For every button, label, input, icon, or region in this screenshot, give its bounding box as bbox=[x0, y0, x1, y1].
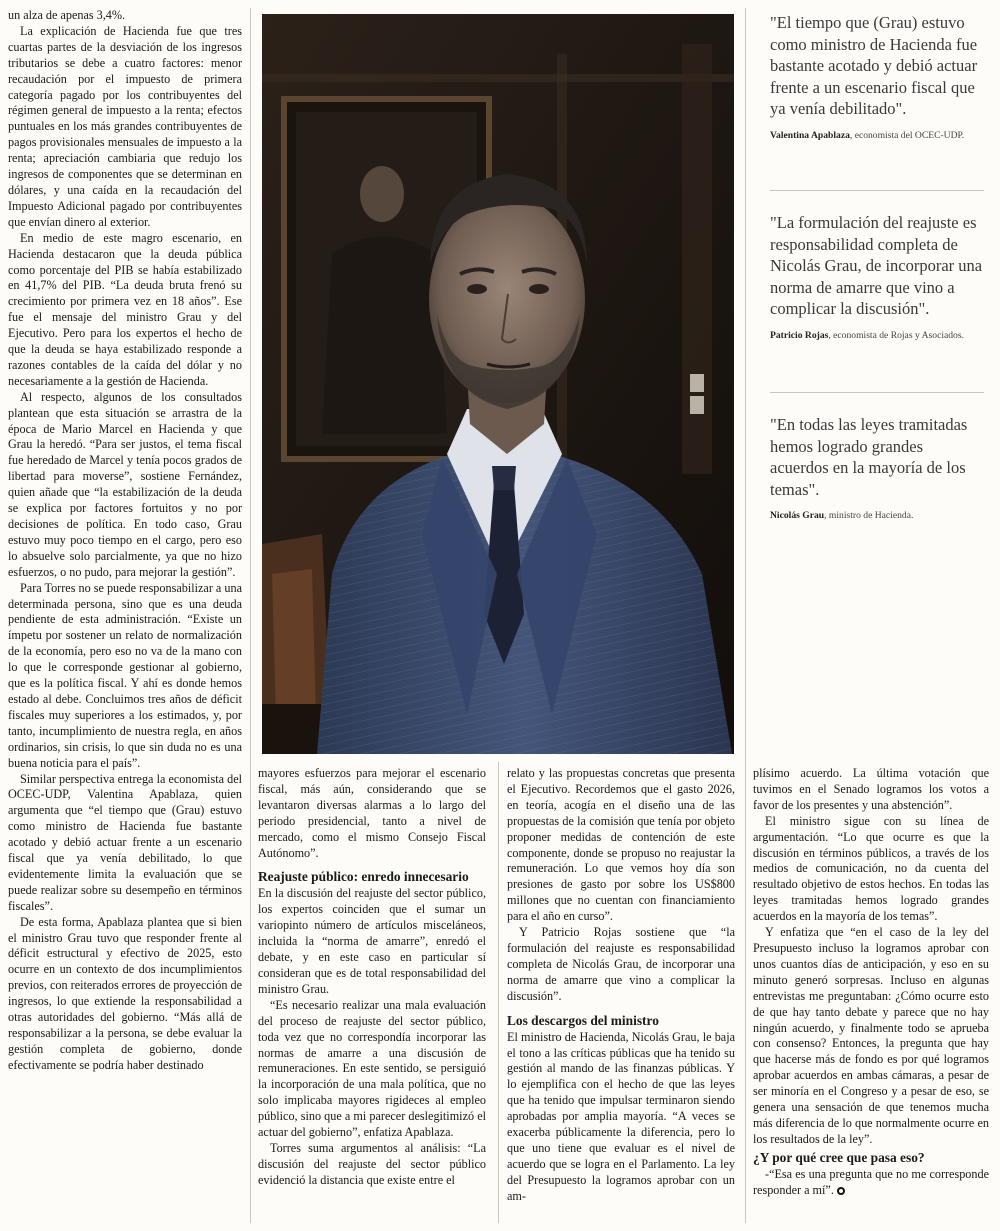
pull-quote bbox=[770, 212, 984, 341]
column-rule bbox=[498, 762, 499, 1223]
pull-quote-role: , economista de Rojas y Asociados. bbox=[828, 329, 964, 341]
minister-portrait-photo bbox=[262, 14, 734, 754]
pull-quote-name: Nicolás Grau bbox=[770, 510, 825, 521]
pull-quote bbox=[770, 12, 984, 141]
paragraph: “Es necesario realizar una mala evaluación del proceso de reajuste del sector público, toda vez que no correspondía incorporar las normas de amarre a una discusión de remuneraciones. En este sentido, se persiguió la incorporación de una mala política, que no solo implicaba mayores rigideces al empleo público, sino que a mi parecer deslegitimizó el actuar del gobierno”, enfatiza Apablaza. bbox=[258, 997, 486, 1140]
pull-quote-attribution bbox=[770, 510, 984, 522]
interview-question: ¿Y por qué cree que pasa eso? bbox=[753, 1149, 925, 1165]
section-heading: Reajuste público: enredo innecesario bbox=[258, 869, 469, 885]
section-heading: Los descargos del ministro bbox=[507, 1012, 659, 1028]
paragraph: Torres suma argumentos al análisis: “La discusión del reajuste del sector público evidenció la distancia que existe entre el bbox=[258, 1140, 486, 1187]
pull-quote-text: "La formulación del reajuste es responsabilidad completa de Nicolás Grau, de incorporar una norma de amarre que vino a complicar la discusión". bbox=[770, 213, 983, 318]
article-column-2 bbox=[258, 766, 486, 1189]
paragraph: El ministro sigue con su línea de argumentación. “Lo que ocurre es que la discusión en términos públicos, a través de los medios de comunicación, no da cuenta del resultado objetivo de estos hechos. En todas las leyes tramitadas hemos logrado grandes acuerdos en la mayoría de los temas”. bbox=[753, 813, 989, 924]
article-column-4 bbox=[753, 766, 989, 1199]
article-column-3 bbox=[507, 766, 735, 1205]
pull-quote-attribution bbox=[770, 330, 984, 342]
paragraph: De esta forma, Apablaza plantea que si bien el ministro Grau tuvo que responder frente al déficit estructural y efectivo de 2025, esto ocurre en un contexto de dos incumplimientos previos, con reiterados errores de proyección de ingresos, lo que extiende la responsabilidad a otras autoridades del gobierno. “Más allá de responsabilizar a la persona, se debe evaluar la gestión completa de gobierno, donde efectivamente se podría haber destinado bbox=[8, 914, 242, 1072]
paragraph: Y Patricio Rojas sostiene que “la formulación del reajuste es responsabilidad completa de Nicolás Grau, de incorporar una norma de amarre que vino a complicar la discusión”. bbox=[507, 925, 735, 1003]
column-rule bbox=[250, 8, 251, 1223]
article-column-1 bbox=[8, 8, 242, 1074]
pull-quote-attribution bbox=[770, 130, 984, 142]
end-of-article-icon bbox=[837, 1187, 845, 1195]
pull-quote-role: , economista del OCEC-UDP. bbox=[849, 129, 965, 141]
quote-separator bbox=[770, 190, 984, 191]
paragraph: La explicación de Hacienda fue que tres cuartas partes de la desviación de los ingresos tributarios se debe a cuatro factores: menor recaudación por el impuesto de primera categoría pagado por los contribuyentes del régimen general de impuesto a la renta; efectos puntuales en los más grandes contribuyentes de pagos provisionales mensuales de impuesto a la renta; apreciación cambiaria que redujo los ingresos de componentes que se determinan en dólares, y una caída en la recaudación del Impuesto Adicional pagado por contribuyentes que envían dinero al exterior. bbox=[8, 23, 242, 229]
pull-quote-name: Valentina Apablaza bbox=[770, 129, 850, 141]
pull-quote-name: Patricio Rojas bbox=[770, 329, 829, 341]
paragraph: Similar perspectiva entrega la economista del OCEC-UDP, Valentina Apablaza, quien argumenta que “el tiempo que (Grau) estuvo como ministro de Hacienda fue bastante acotado y debió actuar frente a un escenario fiscal que ya venía debilitado, lo que evidentemente limita la evaluación que se puede realizar sobre su desempeño en términos fiscales”. bbox=[8, 771, 242, 913]
pull-quote-text: "En todas las leyes tramitadas hemos logrado grandes acuerdos en la mayoría de los temas". bbox=[770, 415, 968, 499]
paragraph: relato y las propuestas concretas que presenta el Ejecutivo. Recordemos que el gasto 2026, en teoría, acogía en el diseño una de las propuestas de la comisión que tenía por objeto proponer medidas de contención de este componente, donde se propuso no reajustar la remuneración. Lo que vemos hoy día son presiones de gasto por sobre los US$800 millones que no cuentan con financiamiento para el año en curso”. bbox=[507, 766, 735, 924]
paragraph: El ministro de Hacienda, Nicolás Grau, le baja el tono a las críticas públicas que ha tenido su gestión al mando de las finanzas públicas. Y lo ejemplifica con el hecho de que las leyes que ha tenido que impulsar terminaron siendo aprobadas por amplia mayoría. “A veces se exacerba públicamente la diferencia, pero lo que uno tiene que evaluar es el nivel de acuerdo que se logra en el Parlamento. La ley del Presupuesto la logramos aprobar con un am- bbox=[507, 1029, 735, 1203]
pull-quote bbox=[770, 414, 984, 522]
paragraph: En medio de este magro escenario, en Hacienda destacaron que la deuda pública como porcentaje del PIB se había estabilizado en 41,7% del PIB. “La deuda bruta frenó su crecimiento por primera vez en 18 años”. Ese fue el mensaje del ministro Grau y del Ejecutivo. Pero para los expertos el hecho de que la deuda se haya estabilizado responde a razones contables de la caída del dólar y no necesariamente a la gestión de Hacienda. bbox=[8, 230, 242, 388]
paragraph: plísimo acuerdo. La última votación que tuvimos en el Senado logramos los votos a favor de los presentes y una abstención”. bbox=[753, 766, 989, 812]
paragraph: mayores esfuerzos para mejorar el escenario fiscal, más aún, considerando que se levantaron diversas alarmas a lo largo del periodo presidencial, tanto a nivel de mercado, como el mismo Consejo Fiscal Autónomo”. bbox=[258, 766, 486, 860]
pull-quote-role: , ministro de Hacienda. bbox=[824, 510, 914, 521]
interview-answer-text: -“Esa es una pregunta que no me corresponde responder a mí”. bbox=[753, 1166, 989, 1197]
paragraph: un alza de apenas 3,4%. bbox=[8, 8, 126, 22]
paragraph: Para Torres no se puede responsabilizar a una determinada persona, sino que es una deuda pendiente de esta administración. “Existe un ímpetu por sostener un relato de normalización de la economía, pero eso no va de la mano con lo que le corresponde gestionar al gobierno, que es la política fiscal. Y ahí es donde hemos estado al debe. Concluimos tres años de déficit fiscales muy superiores a los estimados, y, por tanto, incumplimiento de nuestra regla, en años ordinarios, sin crisis, lo que sin duda no es una buena noticia para el país”. bbox=[8, 580, 242, 770]
paragraph: En la discusión del reajuste del sector público, los expertos coinciden que el sumar un variopinto número de artículos misceláneos, incluida la “norma de amarre”, enredó el debate, y en este caso en particular sí consideran que es de total responsabilidad del ministro Grau. bbox=[258, 886, 486, 996]
quote-separator bbox=[770, 392, 984, 393]
paragraph: Y enfatiza que “en el caso de la ley del Presupuesto incluso la logramos aprobar con unos cuantos días de anticipación, y eso en su minuto generó sorpresas. Incluso en algunas entrevistas me preguntaban: ¿Cómo ocurre esto de que hay tanto debate y parece que no hay ningún acuerdo, y finalmente todo se aprueba con consenso? Entonces, la pregunta que hay que hacerse más de fondo es por qué logramos aprobar acuerdos en ambas cámaras, a pesar de ser minoría en el Congreso y a pesar de eso, se genera una sensación de que tenemos mucha más diferencia de lo que normalmente ocurre en los resultados de la ley”. bbox=[753, 925, 989, 1146]
interview-answer bbox=[753, 1167, 989, 1199]
paragraph: Al respecto, algunos de los consultados plantean que esta situación se arrastra de la época de Mario Marcel en Hacienda y que Grau la heredó. “Para ser justos, el tema fiscal fue heredado de Marcel y tenía pocos grados de libertad para moverse”, sostiene Fernández, quien añade que “la estabilización de la deuda se explica por factores fortuitos y no por decisiones de política. En todo caso, Grau estuvo muy poco tiempo en el cargo, pero eso lo absuelve solo parcialmente, ya que no hizo esfuerzos, o no pudo, para mejorar la gestión”. bbox=[8, 389, 242, 579]
pull-quote-text: "El tiempo que (Grau) estuvo como ministro de Hacienda fue bastante acotado y debió actuar frente a un escenario fiscal que ya venía debilitado". bbox=[770, 13, 978, 118]
column-rule bbox=[745, 8, 746, 1223]
